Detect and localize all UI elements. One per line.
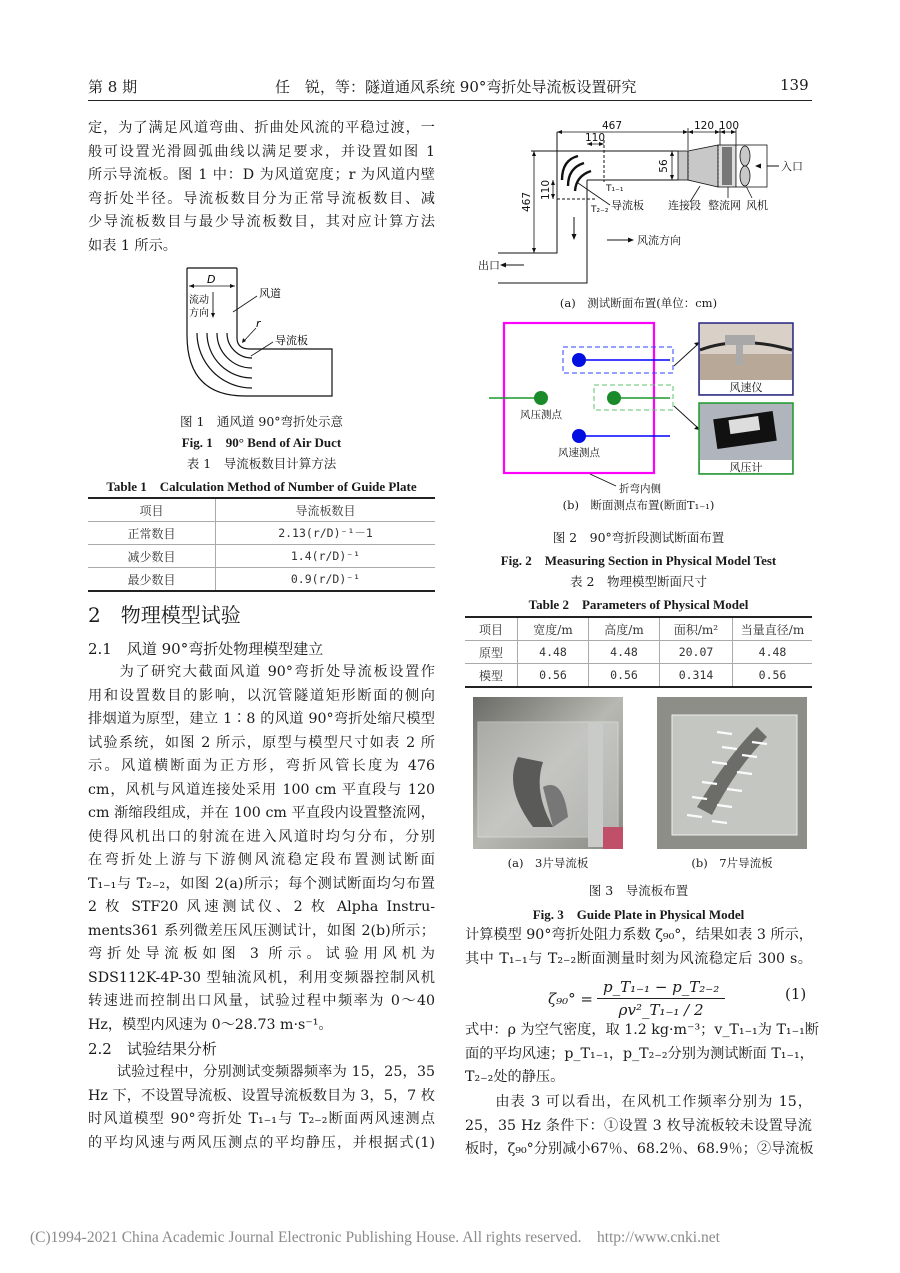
table-header-cell: 项目 — [465, 617, 518, 641]
text-line: 转速进而控制出口风量，试验过程中频率为 0～40 — [88, 993, 435, 1009]
fig1-label-duct: 风道 — [259, 287, 281, 300]
table-cell: 0.314 — [660, 664, 733, 688]
text-line: 其中 T₁₋₁与 T₂₋₂断面测量时刻为风流稳定后 300 s。 — [465, 950, 812, 967]
table-header-cell: 当量直径/m — [733, 617, 813, 641]
table-cell: 最少数目 — [88, 568, 216, 592]
table-cell: 模型 — [465, 664, 518, 688]
equation-number: (1) — [785, 985, 807, 1003]
label-pressure-point: 风压测点 — [520, 409, 562, 421]
equation-numerator: p_T₁₋₁ − p_T₂₋₂ — [597, 978, 725, 999]
table-header-cell: 宽度/m — [518, 617, 589, 641]
text-line: 式中：ρ 为空气密度，取 1.2 kg·m⁻³；v_T₁₋₁为 T₁₋₁断 — [465, 1022, 819, 1038]
text-line: cm 渐缩段组成，并在 100 cm 平直段内设置整流网， — [88, 805, 435, 821]
text-line: 排烟道为原型，建立 1∶8 的风道 90°弯折处缩尺模型 — [88, 711, 435, 727]
table-cell: 20.07 — [660, 641, 733, 664]
text-line: 弯折处导流板如图 3 所示。试验用风机为 — [88, 946, 435, 962]
equation-denominator: ρv²_T₁₋₁ / 2 — [618, 1001, 704, 1019]
label-anemometer: 风速仪 — [729, 381, 763, 394]
dim-100: 100 — [718, 120, 740, 132]
dim-110-horizontal: 110 — [584, 132, 606, 144]
fig1-label-flow-2: 方向 — [189, 308, 209, 319]
text-line: 试验系统，如图 2 所示，原型与模型尺寸如表 2 所 — [88, 734, 435, 751]
text-line: 少导流板数目与最少导流板数目，其对应计算方法 — [88, 214, 435, 230]
page-number: 139 — [780, 76, 809, 94]
dim-110-vertical: 110 — [540, 179, 552, 201]
photo-3-guide-plates — [473, 697, 623, 849]
table-cell: 4.48 — [589, 641, 660, 664]
fig1-caption-cn: 图 1 通风道 90°弯折处示意 — [179, 414, 344, 429]
table-1 — [88, 497, 435, 592]
speed-point-icon — [572, 429, 586, 443]
label-speed-point: 风速测点 — [558, 447, 600, 459]
table2-caption-en: Table 2 Parameters of Physical Model — [528, 597, 749, 612]
table-cell: 0.9(r/D)⁻¹ — [216, 568, 436, 592]
fig1-label-d: D — [207, 273, 216, 286]
text-line: cm，风机与风道连接处采用 100 cm 平直段与 120 — [88, 781, 435, 798]
equation-1 — [548, 978, 725, 1019]
table-cell: 原型 — [465, 641, 518, 664]
running-title: 任 锐，等：隧道通风系统 90°弯折处导流板设置研究 — [275, 78, 637, 96]
fig2-caption-cn: 图 2 90°弯折段测试断面布置 — [552, 530, 725, 545]
text-line: 所示导流板。图 1 中：D 为风道宽度；r 为风道内壁 — [88, 167, 435, 183]
fig2-caption-en: Fig. 2 Measuring Section in Physical Model Test — [500, 553, 777, 568]
table1-caption-en: Table 1 Calculation Method of Number of Guide Plate — [106, 479, 417, 494]
text-line: 使得风机出口的射流在进入风道时均匀分布，分别 — [88, 828, 435, 845]
text-line: ments361 系列微差压风压测试计，如图 2(b)所示； — [88, 922, 435, 939]
fan-blade-icon — [740, 146, 750, 166]
label-screen: 整流网 — [708, 199, 741, 212]
photo-7-guide-plates — [657, 697, 807, 849]
fig1-label-flow-1: 流动 — [189, 295, 209, 306]
table-header-cell: 面积/m² — [660, 617, 733, 641]
table-cell: 0.56 — [589, 664, 660, 688]
text-line: 的平均风速与两风压测点的平均静压，并根据式(1) — [88, 1134, 435, 1151]
text-line: Hz 下，不设置导流板、设置导流板数目为 3，5，7 枚 — [88, 1087, 435, 1104]
table-header-row — [465, 617, 812, 641]
text-line: 用和设置数目的影响，以沉管隧道矩形断面的侧向 — [88, 687, 435, 704]
label-outlet: 出口 — [478, 259, 500, 272]
text-line: SDS112K-4P-30 型轴流风机，利用变频器控制风机 — [88, 969, 435, 986]
label-flow-direction: 风流方向 — [637, 234, 681, 247]
fig1-caption-en: Fig. 1 90° Bend of Air Duct — [181, 435, 342, 450]
table-row — [88, 522, 435, 545]
figure-2b-measuring-points — [480, 315, 810, 495]
text-line: 计算模型 90°弯折处阻力系数 ζ₉₀°，结果如表 3 所示， — [465, 927, 813, 943]
text-line: 时风道模型 90°弯折处 T₁₋₁与 T₂₋₂断面两风速测点 — [88, 1111, 435, 1127]
table-cell: 4.48 — [733, 641, 813, 664]
table1-caption-cn: 表 1 导流板数目计算方法 — [186, 456, 337, 471]
table-cell: 0.56 — [518, 664, 589, 688]
table-row — [465, 664, 812, 688]
table-cell: 2.13(r/D)⁻¹－1 — [216, 522, 436, 545]
speed-point-icon — [572, 353, 586, 367]
table-cell: 0.56 — [733, 664, 813, 688]
label-inlet: 入口 — [781, 160, 803, 173]
fig3a-caption: (a) 3片导流板 — [507, 856, 589, 870]
text-line: 示。风道横断面为正方形，弯折风管长度为 476 — [88, 758, 435, 774]
label-connect-section: 连接段 — [668, 199, 701, 212]
table-header-row — [88, 498, 435, 522]
table-2 — [465, 616, 812, 688]
table-row — [88, 568, 435, 592]
text-line: 试验过程中，分别测试变频器频率为 15，25，35 — [88, 1064, 435, 1080]
text-line: 为了研究大截面风道 90°弯折处导流板设置作 — [88, 664, 435, 680]
fig2a-caption: (a) 测试断面布置(单位：cm) — [559, 296, 718, 310]
section-2-2-heading: 2.2 试验结果分析 — [88, 1040, 217, 1058]
section-2-1-heading: 2.1 风道 90°弯折处物理模型建立 — [88, 640, 324, 658]
issue-number: 第 8 期 — [88, 78, 138, 96]
text-line: 25，35 Hz 条件下：①设置 3 枚导流板较未设置导流 — [465, 1117, 812, 1134]
fig1-label-plate: 导流板 — [275, 334, 308, 347]
fig3b-caption: (b) 7片导流板 — [691, 856, 773, 870]
figure-2a-test-layout — [470, 112, 810, 312]
table-cell: 正常数目 — [88, 522, 216, 545]
text-line: 如表 1 所示。 — [88, 237, 177, 254]
copyright-footer: (C)1994-2021 China Academic Journal Electronic Publishing House. All rights reserved. http://www.cnki.net — [30, 1229, 720, 1246]
text-line: 面的平均风速；p_T₁₋₁，p_T₂₋₂分别为测试断面 T₁₋₁， — [465, 1045, 814, 1062]
text-line: 定，为了满足风道弯曲、折曲处风流的平稳过渡，一 — [88, 120, 435, 136]
text-line: 2 枚 STF20 风速测试仪、2 枚 Alpha Instru- — [88, 899, 435, 915]
table2-caption-cn: 表 2 物理模型断面尺寸 — [570, 574, 707, 589]
label-guide-plate: 导流板 — [611, 199, 644, 212]
dim-56: 56 — [658, 159, 670, 173]
fig2b-caption: (b) 断面测点布置(断面T₁₋₁) — [562, 498, 715, 512]
dim-120: 120 — [693, 120, 715, 132]
text-line: 般可设置光滑圆弧曲线以满足要求，并设置如图 1 — [88, 143, 435, 160]
figure-1-bend-diagram — [170, 258, 350, 404]
table-row — [465, 641, 812, 664]
text-line: Hz，模型内风速为 0～28.73 m·s⁻¹。 — [88, 1016, 333, 1033]
table-header-cell: 项目 — [88, 498, 216, 522]
fig3-caption-cn: 图 3 导流板布置 — [588, 883, 689, 898]
table-cell: 4.48 — [518, 641, 589, 664]
header-rule — [88, 100, 812, 101]
pressure-point-icon — [534, 391, 548, 405]
label-fan: 风机 — [746, 199, 768, 212]
fig1-label-r: r — [256, 317, 261, 330]
table-row — [88, 545, 435, 568]
equation-lhs: ζ₉₀° = — [548, 989, 593, 1008]
text-line: 板时，ζ₉₀°分别减小67％、68.2％、68.9％；②导流板 — [465, 1141, 814, 1157]
text-line: 弯折处半径。导流板数目分为正常导流板数目、减 — [88, 190, 435, 207]
table-cell: 减少数目 — [88, 545, 216, 568]
pressure-point-icon — [607, 391, 621, 405]
label-t11: T₁₋₁ — [606, 184, 624, 194]
label-inner-side: 折弯内侧 — [619, 483, 661, 495]
table-header-cell: 高度/m — [589, 617, 660, 641]
fan-blade-icon — [740, 166, 750, 186]
text-line: T₂₋₂处的静压。 — [465, 1069, 565, 1085]
text-line: 在弯折处上游与下游侧风流稳定段布置测试断面 — [88, 852, 435, 868]
table-cell: 1.4(r/D)⁻¹ — [216, 545, 436, 568]
text-line: 由表 3 可以看出，在风机工作频率分别为 15， — [465, 1094, 812, 1110]
dim-467-horizontal: 467 — [601, 120, 623, 132]
text-line: T₁₋₁与 T₂₋₂，如图 2(a)所示；每个测试断面均匀布置 — [88, 875, 435, 892]
fig3-caption-en: Fig. 3 Guide Plate in Physical Model — [532, 907, 745, 922]
section-2-heading: 2 物理模型试验 — [88, 603, 241, 627]
label-manometer: 风压计 — [729, 461, 763, 474]
label-t22: T₂₋₂ — [591, 205, 609, 215]
table-header-cell: 导流板数目 — [216, 498, 436, 522]
dim-467-vertical: 467 — [521, 191, 533, 213]
